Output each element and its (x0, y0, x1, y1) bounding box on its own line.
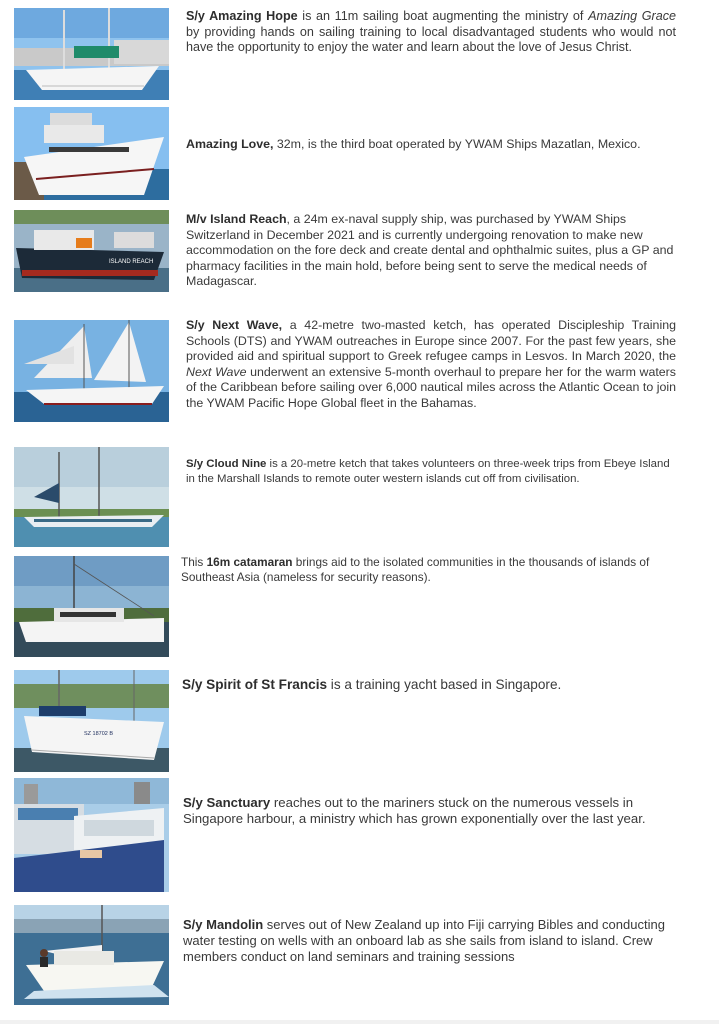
boat-photo-spirit-of-st-francis (14, 670, 169, 772)
boat-description-spirit-of-st-francis: S/y Spirit of St Francis is a training yacht based in Singapore. (182, 677, 562, 692)
boat-photo-amazing-hope (14, 8, 169, 100)
boat-name-mandolin: S/y Mandolin (183, 917, 264, 932)
emphasis-next-wave: Next Wave (186, 364, 247, 379)
boat-name-cloud-nine: S/y Cloud Nine (186, 458, 267, 470)
boat-description-cloud-nine: S/y Cloud Nine is a 20-metre ketch that takes volunteers on three-week trips from Ebeye Island in the Marshall Islands to remote outer western islands cut off from civilisation. (186, 458, 670, 485)
emphasis-amazing-grace: Amazing Grace (588, 9, 677, 23)
boat-name-island-reach: M/v Island Reach (186, 212, 287, 226)
boat-description-next-wave: S/y Next Wave, a 42-metre two-masted ketch, has operated Discipleship Training Schools (DTS) and YWAM outreaches in Europe since 2007. For the past few years, she provided aid and spiritual support to Greek refugee camps in Lesvos. In March 2020, the Next Wave underwent an extensive 5-month overhaul to prepare her for the warm waters of the Caribbean before sailing over 6,000 nautical miles across the Atlantic Ocean to join the YWAM Pacific Hope Global fleet in the Bahamas. (186, 318, 677, 410)
boat-name-amazing-hope: S/y Amazing Hope (186, 9, 298, 23)
boat-name-spirit-of-st-francis: S/y Spirit of St Francis (182, 677, 328, 692)
boat-description-catamaran: This 16m catamaran brings aid to the isolated communities in the thousands of islands of Southeast Asia (nameless for security reasons). (181, 555, 650, 584)
boat-photo-catamaran (14, 556, 169, 657)
boat-photo-next-wave (14, 320, 169, 422)
boat-photo-island-reach (14, 210, 169, 292)
boat-photo-amazing-love (14, 107, 169, 200)
boat-photo-mandolin (14, 905, 169, 1005)
boat-description-island-reach: M/v Island Reach, a 24m ex-naval supply ship, was purchased by YWAM Ships Switzerland in December 2021 and is currently undergoing renovation to make new accommodation on the fore deck and create dental and ophthalmic suites, plus a GP and pharmacy facilities in the main hold, before being sent to serve the medical needs of Madagascar. (186, 212, 674, 289)
boat-name-next-wave: S/y Next Wave, (186, 318, 283, 332)
boat-photo-sanctuary (14, 778, 169, 892)
boat-photo-cloud-nine (14, 447, 169, 547)
boat-name-amazing-love: Amazing Love, (186, 137, 274, 151)
boat-description-amazing-hope: S/y Amazing Hope is an 11m sailing boat augmenting the ministry of Amazing Grace by providing hands on sailing training to local disadvantaged students who would not have the opportunity to enjoy the water and learn about the love of Jesus Christ. (186, 9, 677, 55)
page-bottom-rule (0, 1020, 719, 1024)
hull-lettering: ISLAND REACH (109, 259, 154, 265)
boat-description-sanctuary: S/y Sanctuary reaches out to the mariners stuck on the numerous vessels in Singapore harbour, a ministry which has grown exponentially over the last year. (183, 795, 646, 827)
boat-description-amazing-love: Amazing Love, 32m, is the third boat operated by YWAM Ships Mazatlan, Mexico. (186, 137, 641, 151)
hull-registration: SZ 18702 B (84, 731, 114, 737)
boat-name-sanctuary: S/y Sanctuary (183, 795, 271, 810)
boat-name-catamaran: 16m catamaran (206, 555, 293, 569)
boat-description-mandolin: S/y Mandolin serves out of New Zealand up into Fiji carrying Bibles and conducting water testing on wells with an onboard lab as she sails from island to island. Crew members conduct on land seminars and training sessions (183, 917, 665, 965)
